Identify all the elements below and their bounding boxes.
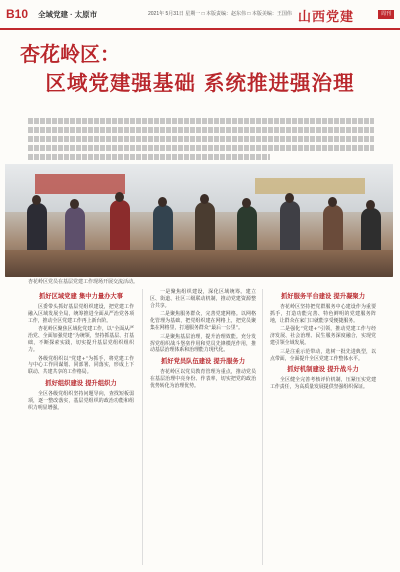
section-subhead: 抓好区域党建 集中力量办大事 (38, 293, 124, 300)
page-header (0, 0, 400, 30)
article-column-3 (270, 289, 376, 393)
newspaper-masthead: 山西党建 (298, 9, 355, 24)
headline: 区域党建强基础 系统推进强治理 (45, 71, 355, 95)
page-number: B10 (6, 7, 29, 21)
photo-caption: 杏花岭区党员在基层党建工作现场开展交流活动。 (28, 279, 139, 285)
body-paragraph: 二是强化“党建+”引领，推动党建工作与经济发展、社会治理、民生服务深度融合，实现党建引领全域发展。 (270, 326, 376, 346)
section-subhead: 抓好组织建设 提升组织力 (45, 379, 117, 387)
body-paragraph: 三是注重示范带动，选树一批先进典型，以点带面，全面提升全区党建工作整体水平。 (270, 348, 376, 362)
lede-paragraph (28, 118, 374, 160)
body-paragraph: 各级党组织以“党建+”为抓手，将党建工作与中心工作同谋划、同部署、同落实，形成上下联动、共建共享的工作格局。 (28, 355, 134, 376)
body-paragraph: 杏花岭区以党员教育管理为重点，推动党员在基层治理中亮身份、作表率，切实把党的政治优势转化为治理优势。 (150, 369, 256, 389)
section-subhead: 抓好服务平台建设 提升凝聚力 (280, 293, 366, 300)
headline-kicker: 杏花岭区： (20, 42, 120, 66)
body-paragraph: 全区健全完善考核评价机制，压紧压实党建工作责任，为高质量发展提供坚强组织保证。 (270, 377, 376, 391)
body-paragraph: 区委带头抓好基层党组织建设，把党建工作融入区域发展全局，统筹推进全面从严治党各项工作，推动全区党建工作再上新台阶。 (28, 304, 134, 324)
body-paragraph: 一是聚焦组织建设，深化区域统筹。建立区、街道、社区三级联动机制，推动党建资源整合共享。 (150, 289, 256, 309)
article-column-2 (150, 289, 256, 392)
article-photo (5, 164, 393, 277)
masthead-tag: 周刊 (378, 10, 394, 19)
body-paragraph: 杏花岭区聚焦区域化党建工作，以“全面从严治党、全面加强党建”为统领，坚持抓基层、打基础，不断探索实践，切实提升基层党组织组织力。 (28, 326, 134, 353)
body-paragraph: 全区各级党组织坚持问题导向，查找短板弱项，逐一整改落实，基层党组织的政治功能和组织力明显增强。 (28, 390, 134, 411)
section-subhead: 抓好党员队伍建设 提升服务力 (160, 358, 246, 366)
body-paragraph: 三是聚焦基层治理，提升治理效能。充分发挥党组织战斗堡垒作用和党员先锋模范作用，推动基层治理体系和治理能力现代化。 (150, 333, 256, 354)
dateline: 2021年 5月31日 星期一 □ 本版责编：赵东伟 □ 本版美编：王国伟 (148, 11, 292, 17)
section-title: 全域党建 · 太原市 (38, 10, 98, 19)
section-subhead: 抓好机制建设 提升战斗力 (287, 366, 359, 374)
article-column-1 (28, 289, 134, 413)
body-paragraph: 二是聚焦服务群众，完善党建网格。以网格化管理为基础，把党组织建在网格上，把党员聚集在网格里，打通服务群众“最后一公里”。 (150, 311, 256, 331)
body-paragraph: 杏花岭区坚持把党群服务中心建设作为重要抓手，打造功能完善、特色鲜明的党建服务阵地，让群众在家门口就能享受便捷服务。 (270, 304, 376, 324)
